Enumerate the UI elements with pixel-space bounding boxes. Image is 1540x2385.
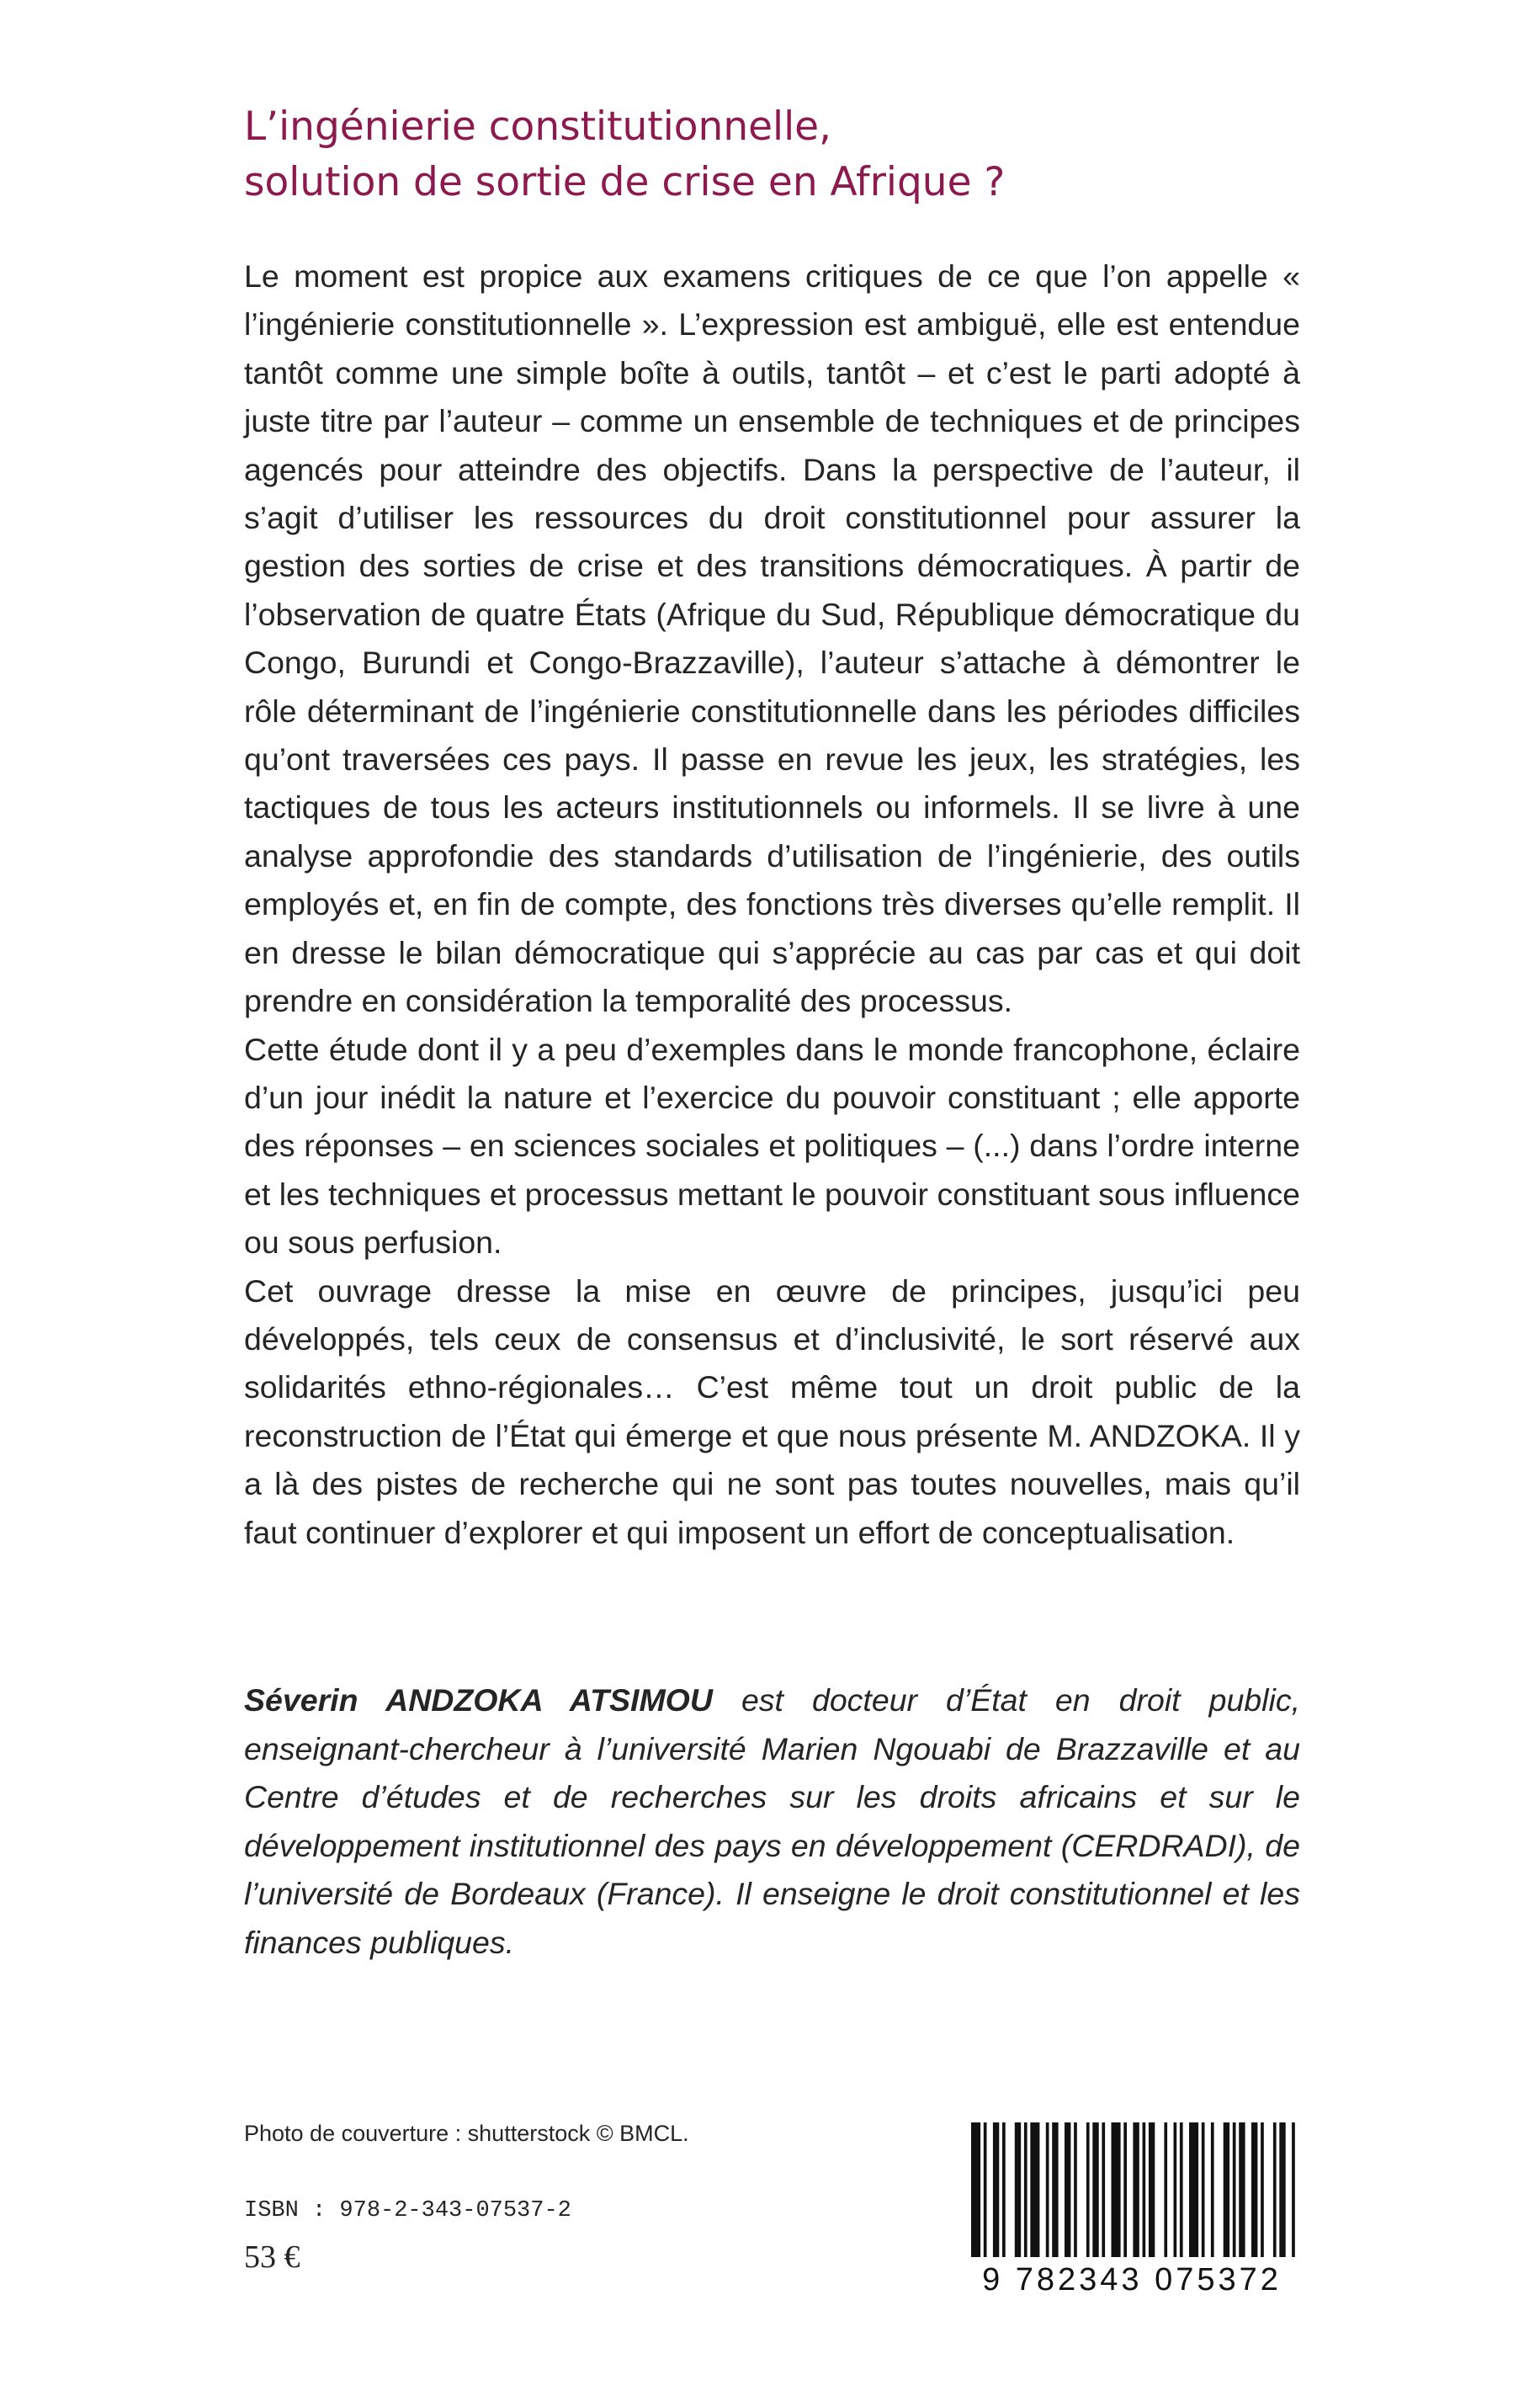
- barcode-bar: [1251, 2122, 1257, 2265]
- summary-paragraph-1: Le moment est propice aux examens critiques de ce que l’on appelle « l’ingénierie constitutionnelle ». L’expression est ambiguë, elle est entendue tantôt comme une simple boîte à outils, tantôt – et c’est le parti adopté à juste titre par l’auteur – comme un ensemble de techniques et de principes agencés pour atteindre des objectifs. Dans la perspective de l’auteur, il s’agit d’utiliser les ressources du droit constitutionnel pour assurer la gestion des sorties de crise et des transitions démocratiques. À partir de l’observation de quatre États (Afrique du Sud, République démocratique du Congo, Burundi et Congo-Brazzaville), l’auteur s’attache à démontrer le rôle déterminant de l’ingénierie constitutionnelle dans les périodes difficiles qu’ont traversées ces pays. Il passe en revue les jeux, les stratégies, les tactiques de tous les acteurs institutionnels ou informels. Il se livre à une analyse approfondie des standards d’utilisation de l’ingénierie, des outils employés et, en fin de compte, des fonctions très diverses qu’elle remplit. Il en dresse le bilan démocratique qui s’apprécie au cas par cas et qui doit prendre en considération la temporalité des processus.: [244, 258, 1300, 1019]
- author-name: Séverin ANDZOKA ATSIMOU: [244, 1682, 713, 1718]
- barcode-bar: [1233, 2122, 1236, 2265]
- barcode-bar: [1273, 2122, 1277, 2265]
- barcode-bar: [1123, 2122, 1127, 2265]
- barcode-bar: [1180, 2122, 1183, 2265]
- barcode-bar: [1112, 2122, 1121, 2265]
- price: 53 €: [244, 2239, 300, 2275]
- barcode-bar: [1102, 2122, 1105, 2265]
- barcode-digits: 9 782343 075372: [959, 2257, 1304, 2303]
- barcode: [959, 2122, 1304, 2303]
- back-cover-summary: [244, 252, 1300, 1557]
- barcode-bar: [1086, 2122, 1090, 2265]
- barcode-bar: [1002, 2122, 1006, 2265]
- barcode-bar: [1149, 2122, 1155, 2265]
- barcode-bar: [1015, 2122, 1021, 2265]
- barcode-bar: [1211, 2122, 1214, 2265]
- barcode-bar: [1133, 2122, 1139, 2265]
- summary-paragraph-3: Cet ouvrage dresse la mise en œuvre de principes, jusqu’ici peu développés, tels ceux de consensus et d’inclusivité, le sort réservé aux solidarités ethno-régionales… C’est même tout un droit public de la reconstruction de l’État qui émerge et que nous présente M. ANDZOKA. Il y a là des pistes de recherche qui ne sont pas toutes nouvelles, mais qu’il faut continuer d’explorer et qui imposent un effort de conceptualisation.: [244, 1272, 1300, 1550]
- barcode-bar: [1030, 2122, 1039, 2265]
- summary-paragraph-2: Cette étude dont il y a peu d’exemples dans le monde francophone, éclaire d’un jour inédit la nature et l’exercice du pouvoir constituant ; elle apporte des réponses – en sciences sociales et politiques – (...) dans l’ordre interne et les techniques et processus mettant le pouvoir constituant sous influence ou sous perfusion.: [244, 1031, 1300, 1261]
- book-title: [244, 99, 1338, 210]
- barcode-bar: [1239, 2122, 1245, 2265]
- barcode-bar: [1046, 2122, 1049, 2265]
- title-line-2: solution de sortie de crise en Afrique ?: [244, 159, 1006, 205]
- barcode-bar: [1092, 2122, 1098, 2265]
- barcode-bar: [1279, 2122, 1285, 2265]
- barcode-bar: [1202, 2122, 1205, 2265]
- barcode-bar: [1074, 2122, 1077, 2265]
- barcode-bar: [1024, 2122, 1028, 2265]
- barcode-bar: [993, 2122, 999, 2265]
- barcode-bar: [1174, 2122, 1177, 2265]
- barcode-bar: [1292, 2122, 1295, 2265]
- barcode-bar: [1143, 2122, 1146, 2265]
- barcode-bar: [1065, 2122, 1070, 2265]
- barcode-bar: [971, 2122, 980, 2265]
- author-bio: [244, 1676, 1300, 1967]
- barcode-bar: [1052, 2122, 1058, 2265]
- barcode-bar: [1224, 2122, 1229, 2265]
- barcode-bar: [1189, 2122, 1198, 2265]
- isbn: ISBN : 978-2-343-07537-2: [244, 2198, 571, 2223]
- barcode-bar: [1164, 2122, 1167, 2265]
- barcode-bar: [984, 2122, 987, 2265]
- author-bio-text: est docteur d’État en droit public, enseignant-chercheur à l’université Marien Ngouabi de Brazzaville et au Centre d’études et de recherches sur les droits africains et sur le développement institutionnel des pays en développement (CERDRADI), de l’université de Bordeaux (France). Il enseigne le droit constitutionnel et les finances publiques.: [244, 1682, 1300, 1960]
- photo-credit: Photo de couverture : shutterstock © BMCL.: [244, 2121, 689, 2146]
- barcode-bar: [1261, 2122, 1264, 2265]
- title-line-1: L’ingénierie constitutionnelle,: [244, 104, 832, 150]
